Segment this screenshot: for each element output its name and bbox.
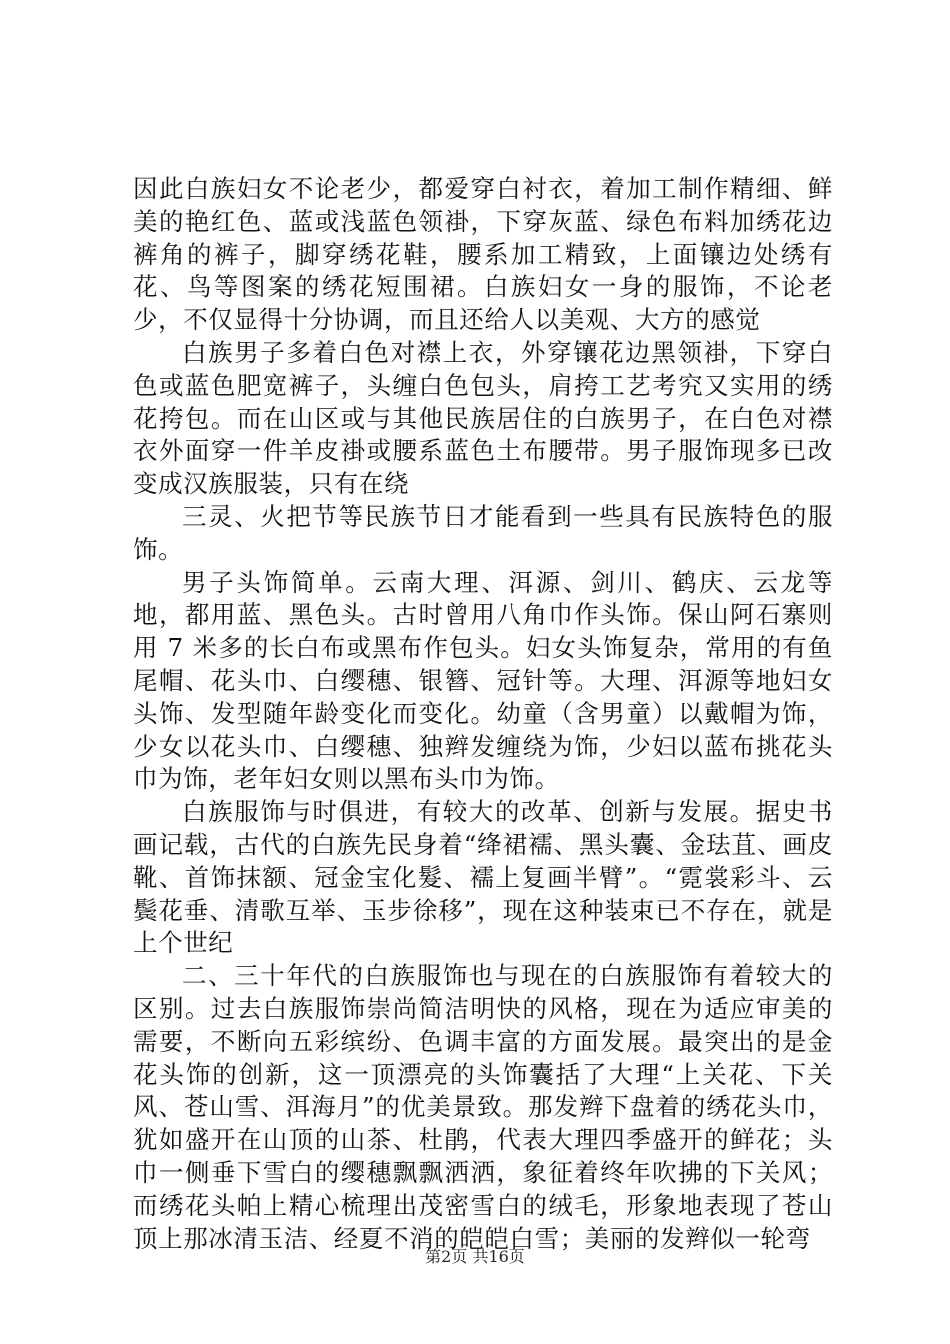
paragraph-6: 二、三十年代的白族服饰也与现在的白族服饰有着较大的区别。过去白族服饰崇尚简洁明快的风格，现在为适应审美的需要，不断向五彩缤纷、色调丰富的方面发展。最突出的是金花头饰的创新，这一顶漂亮的头饰囊括了大理“上关花、下关风、苍山雪、洱海月”的优美景致。那发辫下盘着的绣花头巾，犹如盛开在山顶的山茶、杜鹃，代表大理四季盛开的鲜花；头巾一侧垂下雪白的缨穗飘飘洒洒，象征着终年吹拂的下关风；而绣花头帕上精心梳理出茂密雪白的绒毛，形象地表现了苍山顶上那冰清玉洁、经夏不消的皑皑白雪；美丽的发辫似一轮弯 [133,961,833,1253]
paragraph-5: 白族服饰与时俱进，有较大的改革、创新与发展。据史书画记载，古代的白族先民身着“绛裙襦、黑头囊、金珐苴、画皮靴、首饰抹额、冠金宝化髮、襦上复画半臂”。“霓裳彩斗、云鬓花垂、清歌互举、玉步徐移”，现在这种装束已不存在，就是上个世纪 [133,797,833,958]
paragraph-3: 三灵、火把节等民族节日才能看到一些具有民族特色的服饰。 [133,501,833,564]
paragraph-4: 男子头饰简单。云南大理、洱源、剑川、鹤庆、云龙等地，都用蓝、黑色头。古时曾用八角巾作头饰。保山阿石寨则用 7 米多的长白布或黑布作包头。妇女头饰复杂，常用的有鱼尾帽、花头巾、白缨穗、银簪、冠针等。大理、洱源等地妇女头饰、发型随年龄变化而变化。幼童（含男童）以戴帽为饰，少女以花头巾、白缨穗、独辫发缠绕为饰，少妇以蓝布挑花头巾为饰，老年妇女则以黑布头巾为饰。 [133,567,833,794]
paragraph-1: 因此白族妇女不论老少，都爱穿白衬衣，着加工制作精细、鲜美的艳红色、蓝或浅蓝色领褂，下穿灰蓝、绿色布料加绣花边裤角的裤子，脚穿绣花鞋，腰系加工精致，上面镶边处绣有花、鸟等图案的绣花短围裙。白族妇女一身的服饰，不论老少，不仅显得十分协调，而且还给人以美观、大方的感觉 [133,174,833,335]
page-number-label: 第2页 共16页 [425,1247,525,1266]
page-footer [0,1244,950,1267]
document-body [133,173,833,1255]
paragraph-2: 白族男子多着白色对襟上衣，外穿镶花边黑领褂，下穿白色或蓝色肥宽裤子，头缠白色包头，肩挎工艺考究又实用的绣花挎包。而在山区或与其他民族居住的白族男子，在白色对襟衣外面穿一件羊皮褂或腰系蓝色土布腰带。男子服饰现多已改变成汉族服装，只有在绕 [133,337,833,499]
